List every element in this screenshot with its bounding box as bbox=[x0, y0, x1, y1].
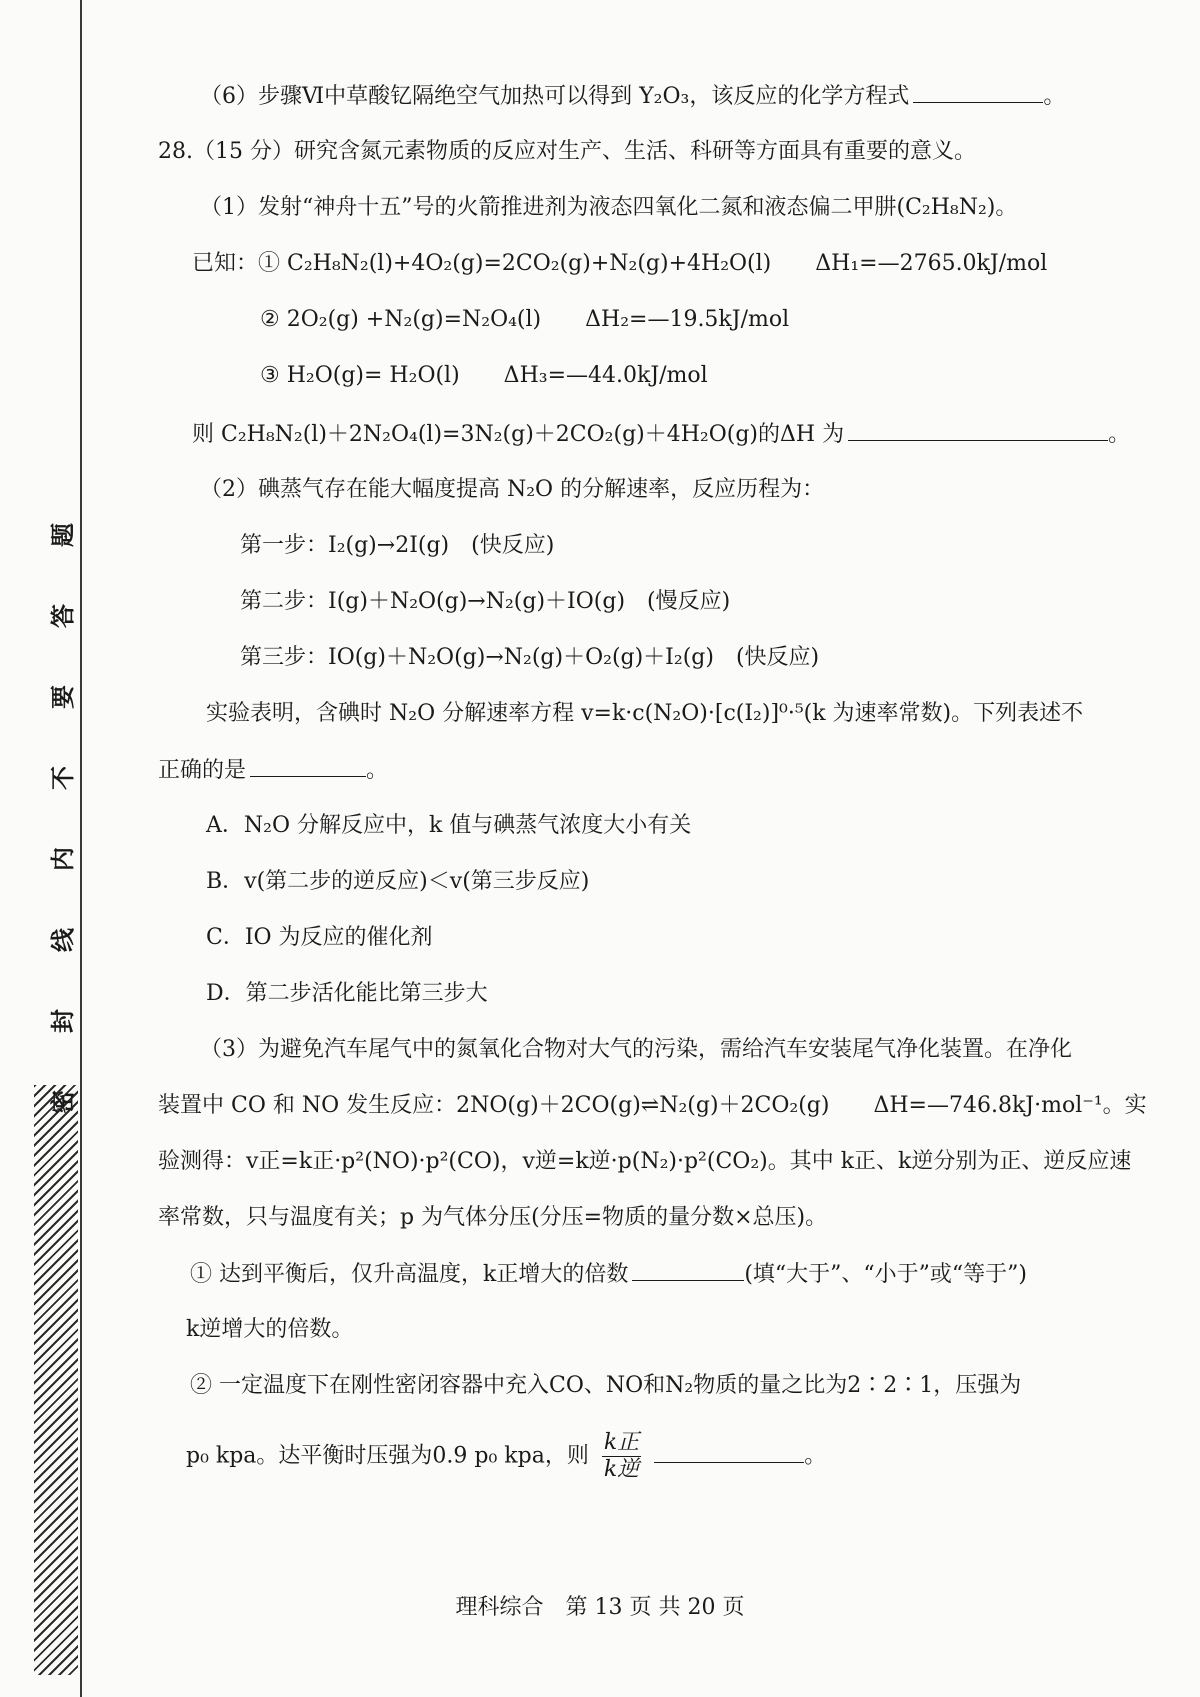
line-text: k逆增大的倍数。 bbox=[186, 1317, 354, 1342]
line-text: C．IO 为反应的催化剂 bbox=[206, 925, 433, 950]
question-line bbox=[206, 922, 433, 954]
line-text: 28.（15 分）研究含氮元素物质的反应对生产、生活、科研等方面具有重要的意义。 bbox=[158, 139, 976, 164]
question-line bbox=[206, 698, 1083, 730]
question-line bbox=[260, 360, 708, 392]
answer-blank[interactable] bbox=[913, 80, 1043, 103]
question-line bbox=[206, 978, 488, 1010]
question-line bbox=[190, 1258, 1027, 1291]
line-text: （3）为避免汽车尾气中的氮氧化合物对大气的污染，需给汽车安装尾气净化装置。在净化 bbox=[200, 1037, 1073, 1062]
question-line bbox=[158, 1090, 1147, 1122]
line-end: (填“大于”、“小于”或“等于”) bbox=[744, 1262, 1027, 1287]
fraction-numerator: k正 bbox=[603, 1430, 640, 1455]
line-text: 则 C₂H₈N₂(l)＋2N₂O₄(l)=3N₂(g)＋2CO₂(g)＋4H₂O(g)的ΔH 为 bbox=[192, 422, 845, 447]
seal-char: 答 bbox=[49, 604, 77, 628]
line-text: 实验表明，含碘时 N₂O 分解速率方程 v=k·c(N₂O)·[c(I₂)]⁰·⁵(k 为速率常数)。下列表述不 bbox=[206, 701, 1084, 726]
question-line bbox=[158, 136, 976, 168]
line-text: ① 达到平衡后，仅升高温度，k正增大的倍数 bbox=[190, 1262, 629, 1287]
question-line bbox=[192, 248, 1047, 280]
answer-blank[interactable] bbox=[654, 1440, 804, 1463]
question-line bbox=[200, 1034, 1072, 1066]
question-line bbox=[240, 642, 819, 674]
k-ratio-fraction bbox=[602, 1430, 641, 1483]
question-line bbox=[186, 1314, 353, 1346]
question-line bbox=[190, 1370, 1021, 1402]
seal-char: 不 bbox=[49, 766, 77, 790]
line-end: 。 bbox=[804, 1443, 827, 1469]
line-text: 第一步：I₂(g)→2I(g) (快反应) bbox=[240, 533, 555, 558]
answer-blank[interactable] bbox=[848, 418, 1108, 441]
line-text: 装置中 CO 和 NO 发生反应：2NO(g)＋2CO(g)⇌N₂(g)＋2CO₂(g) ΔH=—746.8kJ·mol⁻¹。实 bbox=[158, 1093, 1147, 1118]
question-line bbox=[186, 1430, 826, 1483]
line-text: （1）发射“神舟十五”号的火箭推进剂为液态四氧化二氮和液态偏二甲肼(C₂H₈N₂)。 bbox=[200, 195, 1018, 220]
question-line bbox=[158, 1146, 1131, 1178]
page-footer: 理科综合 第 13 页 共 20 页 bbox=[455, 1595, 745, 1620]
question-line bbox=[158, 1202, 827, 1234]
seal-char: 题 bbox=[49, 523, 77, 547]
line-text: ③ H₂O(g)= H₂O(l) ΔH₃=—44.0kJ/mol bbox=[260, 363, 708, 388]
question-line bbox=[192, 418, 1130, 451]
margin-hatching bbox=[34, 1085, 78, 1675]
question-line bbox=[158, 754, 388, 787]
binding-margin-line bbox=[80, 0, 82, 1697]
line-text: 率常数，只与温度有关；p 为气体分压(分压=物质的量分数×总压)。 bbox=[158, 1205, 828, 1230]
line-text: 第三步：IO(g)＋N₂O(g)→N₂(g)＋O₂(g)＋I₂(g) (快反应) bbox=[240, 645, 820, 670]
question-line bbox=[200, 474, 824, 506]
line-end: 。 bbox=[366, 758, 389, 783]
question-line bbox=[240, 586, 730, 618]
question-line bbox=[260, 304, 789, 336]
line-text: ② 一定温度下在刚性密闭容器中充入CO、NO和N₂物质的量之比为2∶2∶1，压强为 bbox=[190, 1373, 1022, 1398]
line-text: （2）碘蒸气存在能大幅度提高 N₂O 的分解速率，反应历程为： bbox=[200, 477, 825, 502]
line-text: D．第二步活化能比第三步大 bbox=[206, 981, 488, 1006]
fraction-denominator: k逆 bbox=[603, 1457, 640, 1482]
seal-char: 封 bbox=[49, 1009, 77, 1033]
question-line bbox=[206, 866, 589, 898]
line-text: 验测得：v正=k正·p²(NO)·p²(CO)，v逆=k逆·p(N₂)·p²(CO₂)。其中 k正、k逆分别为正、逆反应速 bbox=[158, 1149, 1132, 1174]
line-end: 。 bbox=[1108, 422, 1131, 447]
seal-char: 密 bbox=[49, 1090, 77, 1114]
line-text: 已知：① C₂H₈N₂(l)+4O₂(g)=2CO₂(g)+N₂(g)+4H₂O(l) ΔH₁=—2765.0kJ/mol bbox=[192, 251, 1048, 276]
answer-blank[interactable] bbox=[250, 754, 366, 777]
line-text: B．v(第二步的逆反应)＜v(第三步反应) bbox=[206, 869, 590, 894]
last-line-text: p₀ kpa。达平衡时压强为0.9 p₀ kpa，则 bbox=[186, 1443, 589, 1469]
question-line bbox=[200, 192, 1017, 224]
question-line bbox=[206, 810, 691, 842]
answer-blank[interactable] bbox=[632, 1258, 744, 1281]
line-end: 。 bbox=[1043, 84, 1066, 109]
line-text: ② 2O₂(g) +N₂(g)=N₂O₄(l) ΔH₂=—19.5kJ/mol bbox=[260, 307, 790, 332]
line-text: （6）步骤Ⅵ中草酸钇隔绝空气加热可以得到 Y₂O₃，该反应的化学方程式 bbox=[200, 84, 910, 109]
seal-char: 要 bbox=[49, 685, 77, 709]
seal-line-notice bbox=[48, 520, 78, 1168]
seal-char: 内 bbox=[49, 847, 77, 871]
line-text: A．N₂O 分解反应中，k 值与碘蒸气浓度大小有关 bbox=[206, 813, 692, 838]
seal-char: 线 bbox=[49, 928, 77, 952]
line-text: 正确的是 bbox=[158, 758, 247, 783]
line-text: 第二步：I(g)＋N₂O(g)→N₂(g)＋IO(g) (慢反应) bbox=[240, 589, 731, 614]
question-line bbox=[240, 530, 554, 562]
question-line bbox=[200, 80, 1065, 113]
